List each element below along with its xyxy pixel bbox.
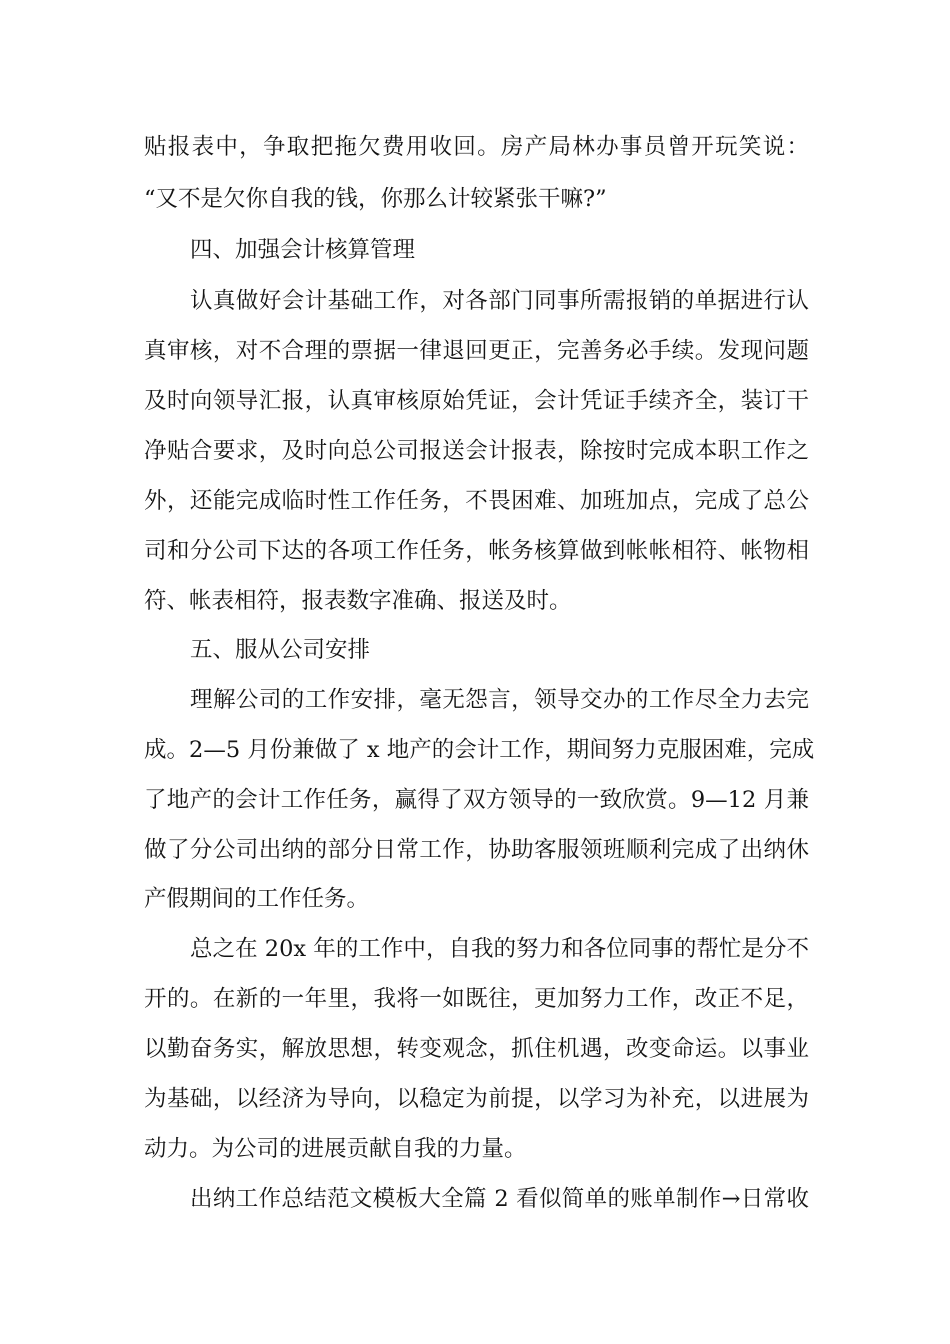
section-heading: 四、加强会计核算管理	[190, 237, 416, 263]
section-heading: 五、服从公司安排	[190, 637, 371, 663]
paragraph-line: “又不是欠你自我的钱，你那么计较紧张干嘛?”	[144, 186, 607, 212]
paragraph-line: 外，还能完成临时性工作任务，不畏困难、加班加点，完成了总公	[144, 488, 809, 514]
paragraph-line: 司和分公司下达的各项工作任务，帐务核算做到帐帐相符、帐物相	[144, 538, 809, 564]
paragraph-line: 以勤奋务实，解放思想，转变观念，抓住机遇，改变命运。以事业	[144, 1036, 809, 1062]
paragraph-line: 符、帐表相符，报表数字准确、报送及时。	[144, 588, 572, 614]
paragraph-line: 产假期间的工作任务。	[144, 886, 370, 912]
paragraph-line: 认真做好会计基础工作，对各部门同事所需报销的单据进行认	[190, 288, 809, 314]
paragraph-line: 总之在 20x 年的工作中，自我的努力和各位同事的帮忙是分不	[190, 936, 809, 962]
paragraph-line: 贴报表中，争取把拖欠费用收回。房产局林办事员曾开玩笑说：	[144, 134, 809, 160]
paragraph-line: 及时向领导汇报，认真审核原始凭证，会计凭证手续齐全，装订干	[144, 388, 809, 414]
paragraph-line: 开的。在新的一年里，我将一如既往，更加努力工作，改正不足，	[144, 986, 809, 1012]
paragraph-line: 真审核，对不合理的票据一律退回更正，完善务必手续。发现问题	[144, 338, 809, 364]
paragraph-line: 净贴合要求，及时向总公司报送会计报表，除按时完成本职工作之	[144, 438, 809, 464]
paragraph-line: 理解公司的工作安排，毫无怨言，领导交办的工作尽全力去完	[190, 687, 809, 713]
paragraph-line: 做了分公司出纳的部分日常工作，协助客服领班顺利完成了出纳休	[144, 837, 809, 863]
paragraph-line: 了地产的会计工作任务，赢得了双方领导的一致欣赏。9—12 月兼	[144, 787, 809, 813]
paragraph-line: 为基础，以经济为导向，以稳定为前提，以学习为补充，以进展为	[144, 1086, 809, 1112]
paragraph-line: 动力。为公司的进展贡献自我的力量。	[144, 1136, 527, 1162]
paragraph-line: 成。2—5 月份兼做了 x 地产的会计工作，期间努力克服困难，完成	[144, 737, 815, 763]
paragraph-line: 出纳工作总结范文模板大全篇 2 看似简单的账单制作→日常收	[190, 1186, 809, 1212]
